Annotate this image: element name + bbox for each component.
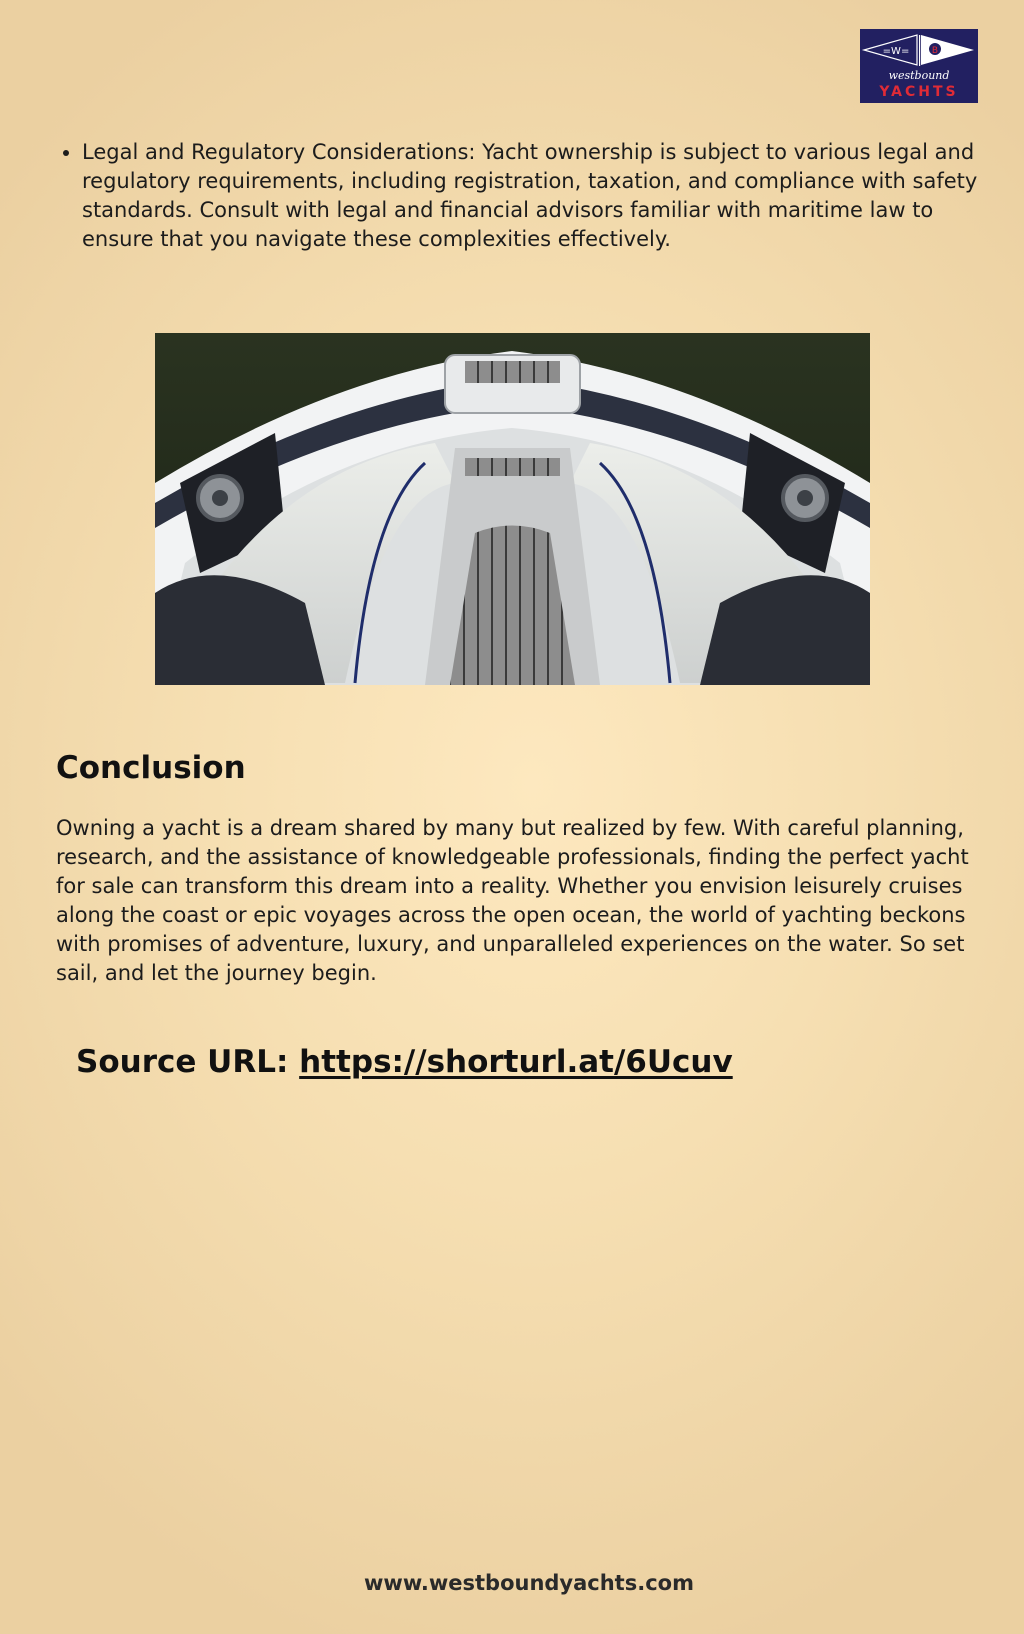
svg-text:B: B bbox=[931, 46, 939, 56]
source-url-link[interactable]: https://shorturl.at/6Ucuv bbox=[299, 1044, 733, 1080]
conclusion-paragraph: Owning a yacht is a dream shared by many but realized by few. With careful planning, research, and the assistance of knowledgeable professionals, finding the perfect yacht for sale can transform this dream into a reality. Whether you envision leisurely cruises along the coast or epic voyages across the open ocean, the world of yachting beckons with promises of adventure, luxury, and unparalleled experiences on the water. So set sail, and let the journey begin. bbox=[56, 816, 969, 985]
westbound-yachts-logo bbox=[860, 29, 978, 103]
yacht-bow-photo bbox=[155, 333, 870, 685]
bullet-item-legal: • Legal and Regulatory Considerations: Yacht ownership is subject to various legal and regulatory requirements, including registration, taxation, and compliance with safety standards. Consult with legal and financial advisors familiar with maritime law to ensure that you navigate these complexities effectively. bbox=[82, 138, 1002, 254]
svg-text:=W=: =W= bbox=[882, 46, 910, 57]
svg-text:YACHTS: YACHTS bbox=[879, 84, 959, 100]
source-line bbox=[76, 1042, 733, 1082]
source-label: Source URL: bbox=[76, 1044, 300, 1080]
bullet-list bbox=[56, 138, 1002, 254]
conclusion-heading: Conclusion bbox=[56, 750, 246, 786]
footer-website: www.westboundyachts.com bbox=[364, 1571, 694, 1595]
svg-text:westbound: westbound bbox=[888, 69, 950, 82]
